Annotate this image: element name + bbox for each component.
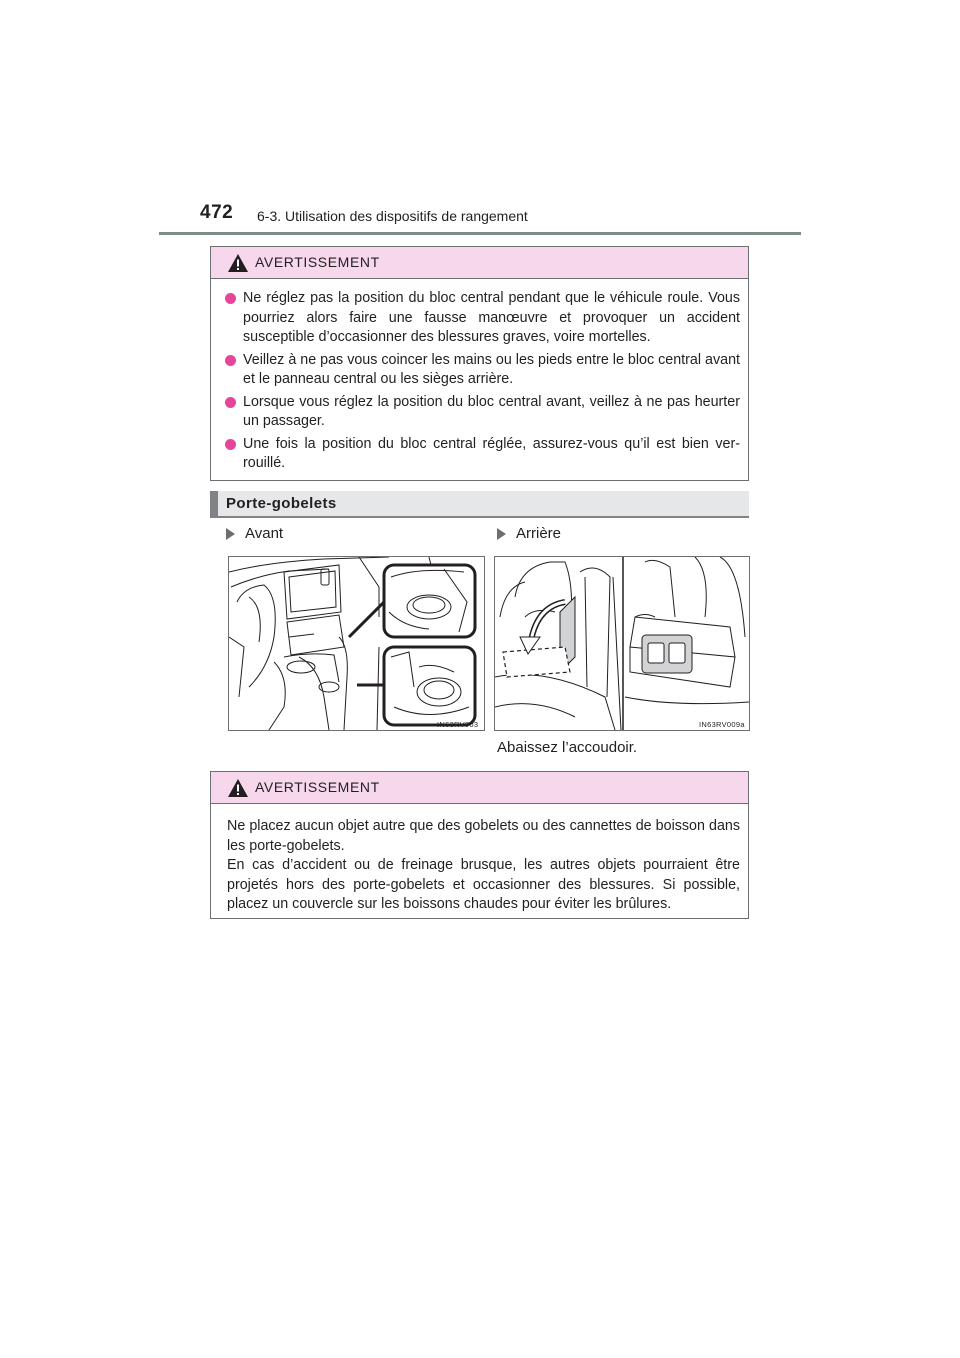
label-front: Avant — [226, 525, 283, 542]
warning-paragraph: Ne placez aucun objet autre que des gobelets ou des cannettes de boisson dans les porte-gobelets. — [227, 818, 740, 854]
heading-accent-bar — [210, 491, 218, 516]
warning-item: Veillez à ne pas vous coincer les mains ou les pieds entre le bloc central avant et le panneau central ou les sièges arrière. — [225, 351, 740, 390]
rear-caption: Abaissez l’accoudoir. — [497, 739, 638, 756]
warning-item: Lorsque vous réglez la position du bloc central avant, veillez à ne pas heurter un passager. — [225, 393, 740, 432]
warning-header — [211, 772, 748, 804]
warning-title: AVERTISSEMENT — [255, 254, 380, 270]
warning-item: Ne réglez pas la position du bloc central pendant que le véhicule roule. Vous pourriez alors faire une fausse manœuvre et provoquer un accident susceptible d’occasionner des blessures graves, voire mortelles. — [225, 289, 740, 348]
section-title: 6-3. Utilisation des dispositifs de rangement — [257, 208, 528, 224]
triangle-bullet-icon — [226, 528, 235, 540]
bullet-icon — [225, 439, 236, 450]
page-number: 472 — [200, 202, 234, 223]
warning-triangle-icon — [227, 778, 249, 798]
warning-title: AVERTISSEMENT — [255, 779, 380, 795]
subsection-heading — [210, 491, 749, 518]
warning-paragraph: En cas d’accident ou de freinage brusque, les autres objets pourraient être projetés hors des porte-gobelets et occasionner des blessures. Si possible, placez un couvercle sur les boissons chaudes pour éviter les brûlures. — [227, 857, 740, 912]
warning-box-adjust — [210, 246, 749, 481]
figure-rear-cupholders — [494, 556, 750, 731]
label-rear: Arrière — [497, 525, 561, 542]
header-rule — [159, 232, 801, 235]
figure-code: IN63RV009a — [699, 720, 745, 729]
warning-box-cupholders — [210, 771, 749, 919]
warning-triangle-icon — [227, 253, 249, 273]
warning-header — [211, 247, 748, 279]
bullet-icon — [225, 293, 236, 304]
figure-front-cupholders — [228, 556, 485, 731]
warning-item: Une fois la position du bloc central réglée, assurez-vous qu’il est bien ver-rouillé. — [225, 435, 740, 474]
bullet-icon — [225, 355, 236, 366]
bullet-icon — [225, 397, 236, 408]
subsection-title: Porte-gobelets — [226, 495, 337, 512]
warning-body — [211, 804, 748, 927]
figure-code: IN63RV003 — [437, 720, 479, 729]
warning-body — [211, 279, 748, 487]
triangle-bullet-icon — [497, 528, 506, 540]
front-console-illustration — [229, 557, 484, 730]
rear-armrest-illustration — [495, 557, 749, 730]
